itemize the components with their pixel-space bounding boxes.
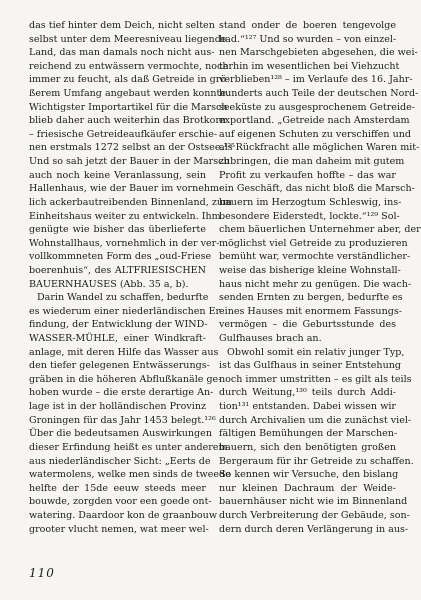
text-line: – friesische Getreideaufkäufer erschie- bbox=[29, 128, 218, 140]
text-line: Wohnstallhaus, vornehmlich in der ver- bbox=[29, 237, 220, 249]
text-line: es wiederum einer niederländischen Er- bbox=[29, 305, 224, 317]
text-line: durch Archivalien um die zunächst viel- bbox=[219, 414, 412, 426]
text-line: auch noch keine Veranlassung, sein bbox=[29, 169, 206, 181]
text-line: ßerem Umfang angebaut werden konnte. bbox=[29, 88, 230, 100]
text-line: verblieben¹²⁸ – im Verlaufe des 16. Jahr- bbox=[219, 74, 413, 86]
text-line: had.“¹²⁷ Und so wurden – von einzel- bbox=[219, 33, 397, 45]
text-line: haus nicht mehr zu genügen. Die wach- bbox=[219, 278, 412, 290]
text-line: stand onder de boeren tengevolge bbox=[219, 20, 396, 31]
text-line: nen Marschgebieten abgesehen, die wei- bbox=[219, 47, 418, 59]
text-line: besondere Eiderstedt, lockte.“¹²⁹ Sol- bbox=[219, 210, 400, 222]
text-line: fältigen Bemühungen der Marschen- bbox=[219, 428, 398, 440]
text-line: hunderts auch Teile der deutschen Nord- bbox=[219, 88, 419, 100]
text-line: das tief hinter dem Deich, nicht selten bbox=[29, 20, 215, 31]
text-line: weise das bisherige kleine Wohnstall- bbox=[219, 264, 401, 276]
text-line: durch Verbreiterung der Gebäude, son- bbox=[219, 509, 410, 521]
text-line: reichend zu entwässern vermochte, noch bbox=[29, 60, 229, 72]
text-line: findung, der Entwicklung der WIND- bbox=[29, 319, 208, 331]
text-line: dern durch deren Verlängerung in aus- bbox=[219, 523, 409, 535]
text-line: bauern im Herzogtum Schleswig, ins- bbox=[219, 196, 402, 208]
text-line: aus niederländischer Sicht: „Eerts de bbox=[29, 455, 211, 467]
text-line: Über die bedeutsamen Auswirkungen bbox=[29, 428, 212, 440]
text-line: zubringen, die man daheim mit gutem bbox=[219, 156, 405, 168]
text-line: Groningen für das Jahr 1453 belegt.¹²⁶ bbox=[29, 414, 216, 426]
text-line: chem bäuerlichen Unternehmer aber, der bbox=[219, 224, 421, 236]
text-line: grooter vlucht nemen, wat meer wel- bbox=[29, 523, 209, 535]
text-line: nen erstmals 1272 selbst an der Ostsee.¹²⁵ bbox=[29, 142, 235, 154]
text-line: bauern, sich den benötigten großen bbox=[219, 441, 396, 453]
text-line: bemüht war, vermochte verständlicher- bbox=[219, 251, 411, 263]
text-line: seeküste zu ausgesprochenem Getreide- bbox=[219, 101, 415, 113]
text-line: exportland. „Getreide nach Amsterdam bbox=[219, 115, 410, 127]
text-line: gräben in die höheren Abflußkanäle ge- bbox=[29, 373, 222, 385]
text-line: terhin im wesentlichen bei Viehzucht bbox=[219, 60, 400, 72]
right-text-column bbox=[219, 19, 421, 536]
text-line: helfte der 15de eeuw steeds meer bbox=[29, 482, 206, 494]
text-line: Wichtigster Importartikel für die Marsch bbox=[29, 101, 228, 113]
text-line: Gulfhauses brach an. bbox=[219, 333, 322, 345]
text-line: ein Geschäft, das nicht bloß die Marsch- bbox=[219, 183, 415, 195]
text-line: tion¹³¹ entstanden. Dabei wissen wir bbox=[219, 401, 396, 413]
text-line: selbst unter dem Meeresniveau liegende bbox=[29, 33, 227, 45]
text-line: Obwohl somit ein relativ junger Typ, bbox=[227, 346, 405, 358]
text-line: BAUERNHAUSES (Abb. 35 a, b). bbox=[29, 278, 189, 290]
text-line: eines Hauses mit enormem Fassungs- bbox=[219, 305, 402, 317]
text-line: watering. Daardoor kon de graanbouw bbox=[29, 509, 218, 521]
text-line: möglichst viel Getreide zu produzieren bbox=[219, 237, 408, 249]
text-line: Profit zu verkaufen hoffte – das war bbox=[219, 169, 396, 181]
text-line: hoben wurde – die erste derartige An- bbox=[29, 387, 214, 399]
text-line: blieb daher auch weiterhin das Brotkorn bbox=[29, 115, 227, 127]
text-line: Bergeraum für ihr Getreide zu schaffen. bbox=[219, 455, 414, 467]
text-line: ist das Gulfhaus in seiner Entstehung bbox=[219, 360, 401, 372]
text-line: Und so sah jetzt der Bauer in der Marsch bbox=[29, 156, 230, 168]
text-line: lage ist in der holländischen Provinz bbox=[29, 401, 206, 413]
text-line: Hallenhaus, wie der Bauer im vornehm- bbox=[29, 183, 223, 195]
page-number: 110 bbox=[29, 566, 55, 580]
text-line: als Rückfracht alle möglichen Waren mit- bbox=[219, 142, 420, 154]
text-line: boerenhuis“, des ALTFRIESISCHEN bbox=[29, 264, 206, 276]
text-line: lich ackerbautreibenden Binnenland, zum bbox=[29, 196, 233, 208]
left-text-column bbox=[29, 19, 235, 536]
text-line: auf eigenen Schuten zu verschiffen und bbox=[219, 128, 412, 140]
text-line: Darin Wandel zu schaffen, bedurfte bbox=[37, 292, 209, 304]
text-line: Einheitshaus weiter zu entwickeln. Ihm bbox=[29, 210, 221, 222]
text-line: dieser Erfindung heißt es unter anderem bbox=[29, 441, 228, 453]
text-line: senden Ernten zu bergen, bedurfte es bbox=[219, 292, 403, 304]
text-line: durch Weitung,¹³⁰ teils durch Addi- bbox=[219, 387, 396, 399]
text-line: vollkommneten Form des „oud-Friese bbox=[29, 251, 212, 263]
text-line: noch immer umstritten – es gilt als teils bbox=[219, 373, 412, 385]
text-line: bauernhäuser nicht wie im Binnenland bbox=[219, 496, 408, 508]
text-line: So kennen wir Versuche, den bislang bbox=[219, 469, 399, 481]
text-line: watermolens, welke men sinds de tweede bbox=[29, 469, 231, 481]
text-line: bouwde, zorgden voor een goede ont- bbox=[29, 496, 212, 508]
text-line: genügte wie bisher das überlieferte bbox=[29, 224, 206, 236]
text-line: immer zu feucht, als daß Getreide in grö- bbox=[29, 74, 230, 86]
text-line: nur kleinen Dachraum der Weide- bbox=[219, 482, 396, 494]
text-line: Land, das man damals noch nicht aus- bbox=[29, 47, 215, 59]
text-line: anlage, mit deren Hilfe das Wasser aus bbox=[29, 346, 219, 358]
text-line: WASSER-MÜHLE, einer Windkraft- bbox=[29, 333, 206, 345]
text-line: vermögen – die Geburtsstunde des bbox=[219, 319, 396, 331]
text-line: den tiefer gelegenen Entwässerungs- bbox=[29, 360, 210, 372]
